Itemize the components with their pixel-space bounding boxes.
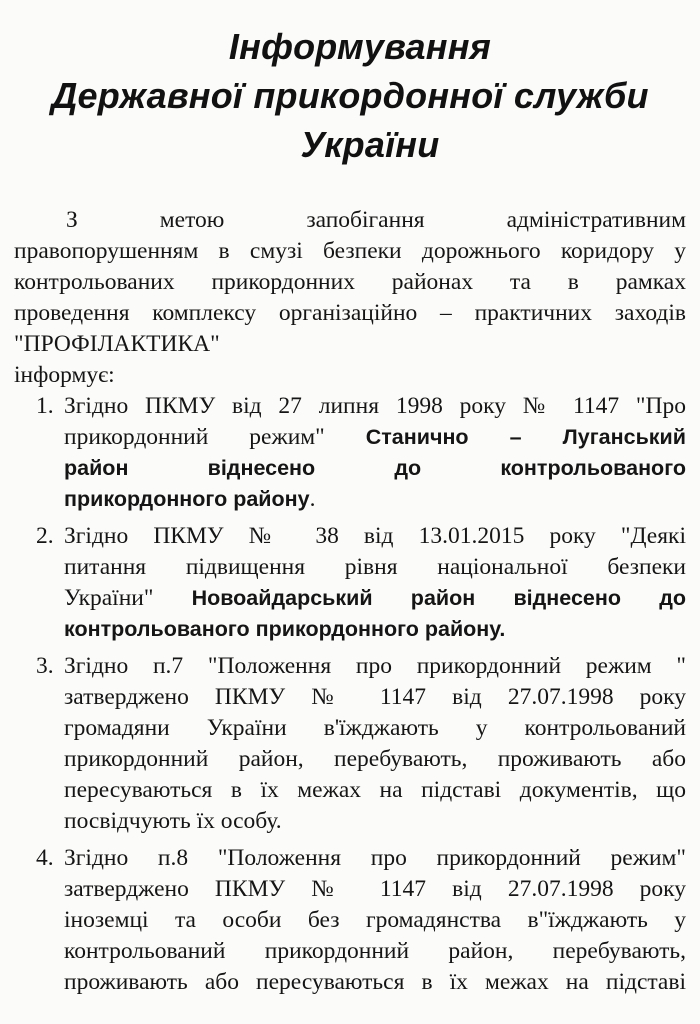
list-item [36,651,686,837]
list-item-number: 1. [36,393,54,419]
list-item [36,843,686,998]
list-item [36,391,686,515]
item-line [64,614,686,645]
item-line: контрольований прикордонний район, перебувають, [64,938,686,964]
item-line: посвідчують їх особу. [64,808,282,834]
item-line: Згідно ПКМУ № 38 від 13.01.2015 року "Деякі [64,523,686,549]
title-line-1: Інформування [228,26,492,67]
title-line-3: України [300,124,440,165]
list-item [36,521,686,645]
item-bold-text: район віднесено до контрольованого [64,456,686,480]
item-bold-text: Станично – Луганський [365,425,686,449]
item-line: пересуваються в їх межах на підставі документів, що [64,777,686,803]
intro-line: контрольованих прикордонних районах та в рамках [14,269,686,295]
list-item-number: 4. [36,845,54,871]
item-line: проживають або пересуваються в їх межах на підставі [64,969,686,995]
item-text: України" [64,585,192,611]
item-bold-text: прикордонного району [64,487,310,511]
list-item-number: 3. [36,653,54,679]
item-line: іноземці та особи без громадянства в"їжджають у [64,907,686,933]
item-text: . [309,486,316,512]
item-line: затверджено ПКМУ № 1147 від 27.07.1998 року [64,876,686,902]
intro-line: З метою запобігання адміністративним [66,207,686,233]
item-line [64,583,686,614]
item-line: питання підвищення рівня національної безпеки [64,554,686,580]
document-body [14,205,686,998]
item-line [64,453,686,484]
intro-line: правопорушенням в смузі безпеки дорожнього коридору у [14,238,686,264]
item-line [64,422,686,453]
item-bold-text: контрольованого прикордонного району. [64,617,506,641]
item-line: Згідно п.7 "Положення про прикордонний режим " [64,653,686,679]
item-line: прикордонний район, перебувають, проживають або [64,746,686,772]
intro-line: проведення комплексу організаційно – практичних заходів [14,300,686,326]
item-line: затверджено ПКМУ № 1147 від 27.07.1998 року [64,684,686,710]
intro-line: "ПРОФІЛАКТИКА" [14,331,220,357]
item-line: громадяни України в'їжджають у контрольований [64,715,686,741]
list-item-number: 2. [36,523,54,549]
item-text: прикордонний режим" [64,424,366,450]
intro-line: інформує: [14,362,115,388]
item-line: Згідно п.8 "Положення про прикордонний режим" [64,845,686,871]
item-line [64,484,686,515]
item-bold-text: Новоайдарський район віднесено до [191,586,686,610]
title-line-2: Державної прикордонної служби [51,75,649,116]
item-line: Згідно ПКМУ від 27 липня 1998 року № 1147 "Про [64,393,686,419]
